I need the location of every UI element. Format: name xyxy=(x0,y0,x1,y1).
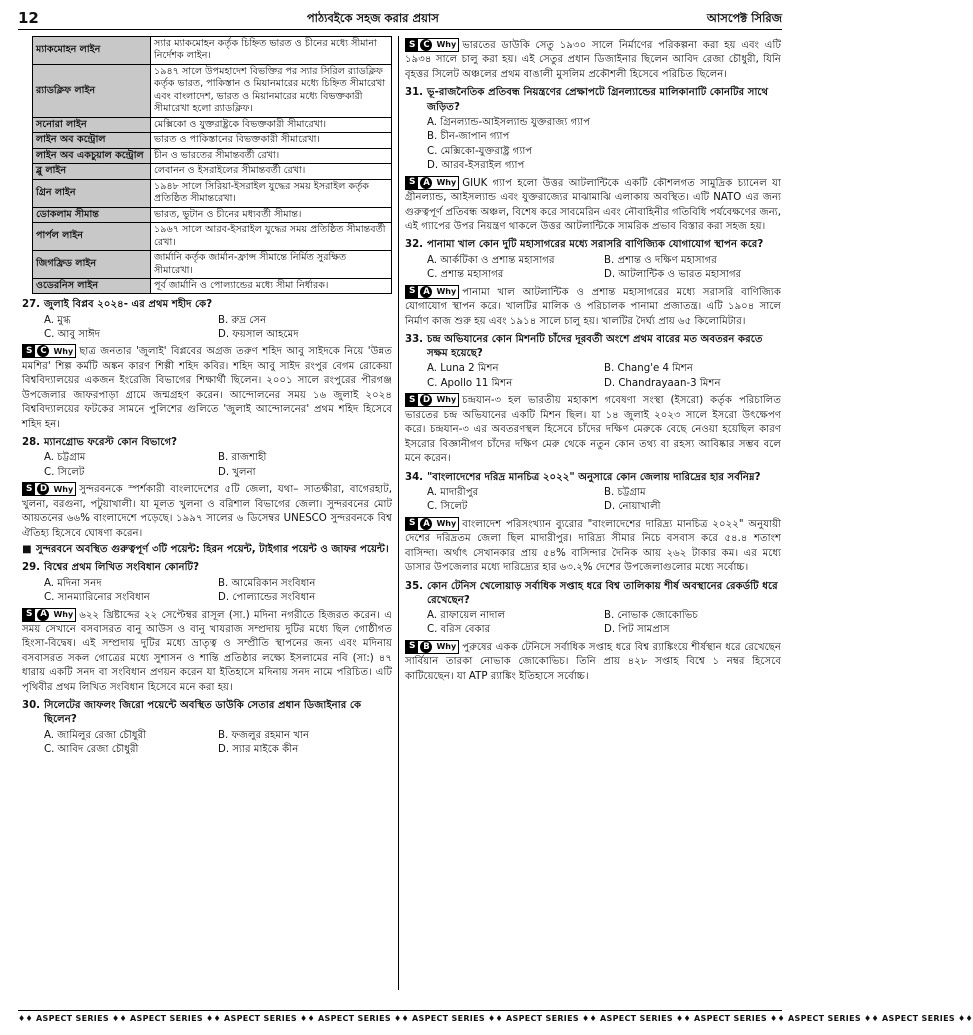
question-text: সিলেটের জাফলং জিরো পয়েন্টে অবস্থিত ডাউকি সেতার প্রধান ডিজাইনার কে ছিলেন? xyxy=(44,700,362,726)
option: D. খুলনা xyxy=(218,466,256,478)
question-line xyxy=(22,298,392,312)
table-row xyxy=(33,223,392,251)
why-label: Why xyxy=(53,346,74,356)
solution-mark: S xyxy=(406,177,418,189)
why-label: Why xyxy=(436,40,457,50)
option: C. আবু সাঈদ xyxy=(44,329,101,340)
answer-letter: B xyxy=(420,641,432,653)
question-line xyxy=(405,238,781,252)
answer-letter: A xyxy=(420,518,432,530)
answer-explanation xyxy=(405,176,781,235)
solution-mark: S xyxy=(23,483,35,495)
table-row xyxy=(33,164,392,179)
boundary-term: লাইন অব কন্ট্রোল xyxy=(33,133,151,148)
question-number: 33. xyxy=(405,333,424,345)
option: B. Chang'e 4 মিশন xyxy=(604,363,693,375)
question-text: ভূ-রাজনৈতিক প্রতিবন্ধ নিয়ন্ত্রণের প্রেক্ষাপটে গ্রিনল্যান্ডের মালিকানাটি কোনটির সাথে জড়িত? xyxy=(427,87,769,113)
boundary-term: জিগফ্রিড লাইন xyxy=(33,251,151,279)
key-points xyxy=(22,543,392,557)
boundary-desc: ভারত, ভুটান ও চীনের মধ্যবর্তী সীমান্ত। xyxy=(151,207,392,222)
solution-mark: S xyxy=(406,641,418,653)
option: B. প্রশান্ত ও দক্ষিণ মহাসাগর xyxy=(604,254,717,266)
boundary-term: পার্পল লাইন xyxy=(33,223,151,251)
option: B. নোভাক জোকোভিচ xyxy=(604,609,698,621)
question-text: জুলাই বিপ্লব ২০২৪- এর প্রথম শহীদ কে? xyxy=(44,299,213,311)
option: D. স্যার মাইকে কীন xyxy=(218,744,299,756)
boundary-term: সনোরা লাইন xyxy=(33,117,151,132)
boundary-term: র‌্যাডক্লিফ লাইন xyxy=(33,64,151,117)
option: A. গ্রিনল্যান্ড-আইসল্যান্ড যুক্তরাজ্য গ্যাপ xyxy=(427,116,591,128)
answer-letter: D xyxy=(420,394,432,406)
boundary-desc: স্যার ম্যাকমোহন কর্তৃক চিহ্নিত ভারত ও চীনের মধ্যে সীমানা নির্দেশক লাইন। xyxy=(151,37,392,65)
explanation-text: পুরুষের একক টেনিসে সর্বাধিক সপ্তাহ ধরে বিশ্ব র‌্যাঙ্কিংয়ে শীর্ষস্থান ধরে রেখেছেন সার্বিয়ান তারকা নোভাক জোকোভিচ। তিনি প্রায় ৪২৮ সপ্তাহ বিশ্বে ১ নম্বর হিসেবে কাটিয়েছেন। যা ATP র‌্যাঙ্কিং ইতিহাসে সর্বোচ্চ। xyxy=(405,641,781,682)
explanation-text: ছাত্র জনতার 'জুলাই' বিপ্লবের অগ্রজ তরুণ শহিদ আবু সাইদকে নিয়ে 'উন্নত মমশির' শিল্প কর্মটি অঙ্কন কারণ শিল্পী শহিদ কবির। শহিদ আবু সাইদ রংপুর বেগম রোকেয়া বিশ্ববিদ্যালয়ের একজন ইংরেজি বিভাগের শিক্ষার্থী ছিলেন। ২০০১ সালে রংপুরের পীরগঞ্জ উপজেলার জাফরপাড়া গ্রামে জন্মগ্রহণ করেন। আন্দোলনের সময় ১৬ জুলাই ২০২৪ বিশ্ববিদ্যালয়ের ফটকের সামনে পুলিশের গুলিতে 'জুলাই আন্দোলনের' প্রথম শহিদ হিসেবে শহিদ হন। xyxy=(22,346,392,430)
boundary-desc: মেক্সিকো ও যুক্তরাষ্ট্রকে বিভক্তকারী সীমারেখা। xyxy=(151,117,392,132)
option: C. সিলেট xyxy=(44,466,85,478)
option: B. রাজশাহী xyxy=(218,452,267,464)
answer-letter: C xyxy=(420,39,432,51)
options xyxy=(405,486,781,515)
question-number: 32. xyxy=(405,239,424,251)
question-block xyxy=(405,238,781,329)
question-line xyxy=(405,580,781,608)
why-label: Why xyxy=(53,484,74,494)
option: D. ফয়সাল আহমেদ xyxy=(218,329,299,340)
why-label: Why xyxy=(436,286,457,296)
question-text: কোন টেনিস খেলোয়াড় সর্বাধিক সপ্তাহ ধরে বিশ্ব তালিকায় শীর্ষ অবস্থানের রেকর্ডটি ধরে রেখেছেন? xyxy=(427,580,778,606)
question-number: 35. xyxy=(405,580,424,592)
option: D. আটলান্টিক ও ভারত মহাসাগর xyxy=(604,269,742,281)
left-questions xyxy=(22,298,392,757)
option: A. চট্টগ্রাম xyxy=(44,452,86,464)
option: A. আর্কটিকা ও প্রশান্ত মহাসাগর xyxy=(427,254,555,266)
table-row xyxy=(33,179,392,207)
option: B. আমেরিকান সংবিধান xyxy=(218,577,316,589)
option: A. মাদারীপুর xyxy=(427,486,479,498)
question-block xyxy=(22,561,392,695)
boundary-desc: চীন ও ভারতের সীমান্তবর্তী রেখা। xyxy=(151,148,392,163)
options xyxy=(22,577,392,606)
why-badge xyxy=(405,640,459,654)
options xyxy=(405,116,781,174)
header-tagline: পাঠ্যবইকে সহজ করার প্রয়াস xyxy=(306,10,439,25)
explanation-text: ভারতের ডাউকি সেতু ১৯৩০ সালে নির্মাণের পরিকল্পনা করা হয় এবং এটি ১৯৩৪ সালে চালু করা হয়। এই সেতুর প্রধান ডিজাইনার ছিলেন আবিদ রেজা চৌধুরী, যিনি বৃহত্তর সিলেট অঞ্চলের প্রথম বাঙালী মুসলিম প্রকৌশলী হিসেবে পরিচিত ছিলেন। xyxy=(405,40,781,80)
why-badge xyxy=(405,285,459,299)
page-header xyxy=(18,8,782,30)
answer-letter: A xyxy=(420,286,432,298)
question-block xyxy=(405,580,781,685)
answer-explanation xyxy=(405,517,781,576)
option: D. পিট সামপ্রাস xyxy=(604,624,670,636)
answer-explanation xyxy=(22,482,392,541)
question-number: 30. xyxy=(22,700,41,712)
solution-mark: S xyxy=(406,394,418,406)
option: D. নোয়াখালী xyxy=(604,501,661,513)
why-badge xyxy=(22,344,76,358)
answer-explanation xyxy=(405,640,781,684)
question-text: ম্যানগ্রোভ ফরেস্ট কোন বিভাগে? xyxy=(44,437,178,449)
boundary-term: গ্রিন লাইন xyxy=(33,179,151,207)
option: B. চট্টগ্রাম xyxy=(604,486,646,498)
option: C. বরিস বেকার xyxy=(427,624,491,636)
option: A. জামিলুর রেজা চৌধুরী xyxy=(44,729,147,741)
option: A. রাফায়েল নাদাল xyxy=(427,609,506,621)
why-badge xyxy=(22,608,76,622)
question-block xyxy=(405,471,781,576)
boundary-desc: লেবানন ও ইসরাইলের সীমান্তবর্তী রেখা। xyxy=(151,164,392,179)
question-text: চন্দ্র অভিযানের কোন মিশনটি চাঁদের দূরবর্তী অংশে প্রথম বারের মত অবতরন করতে সক্ষম হয়েছে? xyxy=(427,333,763,360)
boundary-term: লাইন অব একচুয়াল কন্ট্রোল xyxy=(33,148,151,163)
boundary-lines-table xyxy=(32,36,392,294)
solution-mark: S xyxy=(406,39,418,51)
option: B. রুদ্র সেন xyxy=(218,314,267,326)
answer-explanation xyxy=(22,344,392,432)
why-label: Why xyxy=(436,518,457,528)
question-block xyxy=(22,699,392,757)
option: B. ফজলুর রহমান খান xyxy=(218,729,310,741)
boundary-desc: পূর্ব জার্মানি ও পোল্যান্ডের মধ্যে সীমা নির্ধারক। xyxy=(151,278,392,293)
option: D. পোল্যান্ডের সংবিধান xyxy=(218,592,316,604)
options xyxy=(22,451,392,480)
why-badge xyxy=(405,176,459,190)
why-badge xyxy=(405,38,459,52)
question-line xyxy=(22,436,392,450)
question-number: 28. xyxy=(22,437,41,449)
question-number: 31. xyxy=(405,87,424,99)
option: C. Apollo 11 মিশন xyxy=(427,377,513,389)
table-row xyxy=(33,37,392,65)
table-row xyxy=(33,148,392,163)
solution-mark: S xyxy=(406,286,418,298)
question-text: পানামা খাল কোন দুটি মহাসাগরের মধ্যে সরাসরি বাণিজ্যিক যোগাযোগ স্থাপন করে? xyxy=(427,239,764,251)
boundary-desc: ভারত ও পাকিস্তানের বিভক্তকারী সীমারেখা। xyxy=(151,133,392,148)
why-label: Why xyxy=(436,395,457,405)
series-title: আসপেক্ট সিরিজ xyxy=(706,10,782,25)
option: A. Luna 2 মিশন xyxy=(427,363,499,375)
table-row xyxy=(33,117,392,132)
boundary-desc: ১৯৪৮ সালে সিরিয়া-ইসরাইল যুদ্ধের সময় ইসরাইল কর্তৃক প্রতিষ্ঠিত সীমান্তরেখা। xyxy=(151,179,392,207)
question-block xyxy=(22,436,392,557)
column-divider xyxy=(398,36,399,990)
question-block xyxy=(22,298,392,432)
option: D. আরব-ইসরাইল গ্যাপ xyxy=(427,160,525,172)
table-row xyxy=(33,133,392,148)
question-line xyxy=(22,699,392,727)
options xyxy=(405,362,781,391)
question-line xyxy=(22,561,392,575)
boundary-desc: জার্মানি কর্তৃক জার্মান-ফ্রান্স সীমান্তে নির্মিত সুরক্ষিত সীমারেখা। xyxy=(151,251,392,279)
table-row xyxy=(33,251,392,279)
left-column xyxy=(22,36,392,758)
question-line xyxy=(405,333,781,361)
option: A. মদিনা সনদ xyxy=(44,577,102,589)
boundary-term: ম্যাকমোহন লাইন xyxy=(33,37,151,65)
question-text: বিশ্বের প্রথম লিখিত সংবিধান কোনটি? xyxy=(44,562,200,574)
option: A. মুগ্ধ xyxy=(44,314,71,326)
explanation-text: চন্দ্রযান-৩ হল ভারতীয় মহাকাশ গবেষণা সংস্থা (ইসরো) কর্তৃক পরিচালিত ভারতের চন্দ্র অভিযানের একটি মিশন ছিল। যা ১৪ জুলাই ২০২৩ সালে ইসরো উৎক্ষেপণ করে। চন্দ্রযান-৩ এর অবতরণস্থল হিসেবে চাঁদের দক্ষিণ মেরুকে বেছে নেওয়া হয়েছিল কারণ ইসরোর বিজ্ঞানীগণ চাঁদের দক্ষিণ মেরু থেকে নতুন কোন তথ্য বা রহস্য আবিষ্কার সম্ভব বলে মনে করেন। xyxy=(405,395,781,465)
option: D. Chandrayaan-3 মিশন xyxy=(604,377,721,389)
page-footer: ♦♦ ASPECT SERIES ♦♦ ASPECT SERIES ♦♦ ASPECT SERIES ♦♦ ASPECT SERIES ♦♦ ASPECT SERIES ♦♦ ASPECT SERIES ♦♦ ASPECT SERIES ♦♦ ASPECT SERIES ♦♦ ASPECT SERIES ♦♦ ASPECT SERIES ♦♦ xyxy=(18,1010,782,1024)
answer-explanation xyxy=(405,393,781,466)
page-number: 12 xyxy=(18,9,39,28)
question-number: 34. xyxy=(405,471,424,483)
answer-explanation xyxy=(22,608,392,696)
why-badge xyxy=(405,517,459,531)
table-row xyxy=(33,278,392,293)
options xyxy=(405,254,781,283)
right-column xyxy=(405,36,781,684)
why-label: Why xyxy=(436,641,457,651)
table-row xyxy=(33,64,392,117)
explanation-text: GIUK গ্যাপ হলো উত্তর আটলান্টিকে একটি কৌশলগত সামুদ্রিক চ্যানেল যা গ্রীনল্যান্ড, আইসল্যান্ড এবং যুক্তরাজ্যের মাঝামাঝি এলাকায় অবস্থিত। এটি NATO এর জন্য গুরুত্বপূর্ণ প্রতিবন্ধ অঞ্চল, বিশেষ করে সাবমেরিন এবং নৌবাহিনীর গতিবিধি পর্যবেক্ষণের জন্য, এই গ্যাপের উপর নিয়ন্ত্রণ থাকলে উত্তর আটলান্টিকে সামরিক প্রভাব বিস্তার করা সহজ হয়। xyxy=(405,177,781,232)
explanation-text: সুন্দরবনকে স্পর্শকারী বাংলাদেশের ৫টি জেলা, যথা– সাতক্ষীরা, বাগেরহাট, খুলনা, বরগুনা, পটুয়াখালী। যা মূলত খুলনা ও বরিশাল বিভাগের জেলা। সুন্দরবনের মোট আয়তনের ৬৬% বাংলাদেশে পড়েছে। ১৯৯৭ সালের ৬ ডিসেম্বর UNESCO সুন্দরবনকে বিশ্ব ঐতিহ্য হিসেবে ঘোষণা করেন। xyxy=(22,484,392,539)
answer-letter: D xyxy=(37,483,49,495)
options xyxy=(405,609,781,638)
answer-letter: A xyxy=(420,177,432,189)
why-label: Why xyxy=(53,609,74,619)
question-number: 29. xyxy=(22,562,41,574)
options xyxy=(22,314,392,343)
explanation-text: পানামা খাল আটলান্টিক ও প্রশান্ত মহাসাগরের মধ্যে সরাসরি বাণিজ্যিক যোগাযোগ স্থাপন করে। খালটির মালিক ও পরিচালক পানামা প্রজাতন্ত্র। এটি ১৯০৪ সালে নির্মাণ কাজ শুরু হয় এবং ১৯১৪ সালে চালু হয়। খালটির দৈর্ঘ্য প্রায় ৬৫ কিলোমিটার। xyxy=(405,286,781,327)
why-label: Why xyxy=(436,177,457,187)
boundary-term: ডোকলাম সীমান্ত xyxy=(33,207,151,222)
key-points-text: সুন্দরবনে অবস্থিত গুরুত্বপূর্ণ ৩টি পয়েন্ট: হিরন পয়েন্ট, টাইগার পয়েন্ট ও জাফর পয়েন্ট। xyxy=(36,544,389,556)
explanation-text: ৬২২ খ্রিষ্টাব্দের ২২ সেপ্টেম্বর রাসূল (সা.) মদিনা নগরীতে হিজরত করেন। এ সময় সেখানে বসবাসরত বানু আউস ও বানু খাযরাজ সম্প্রদায় দুটির মধ্যে ছিল গোষ্ঠীগত হিংসা-বিদ্বেষ। এই সম্প্রদায় দুটির মধ্যে ভ্রাতৃত্ব ও সম্প্রীতি স্থাপনের জন্য এবং মদিনায় বসবাসরত সকল গোত্রের মধ্যে সুশাসন ও শান্তি প্রতিষ্ঠার লক্ষ্যে ইসলামের নবি (সা:) ৪৭ ধারায় একটি সনদ বা সংবিধান প্রণয়ন করেন যা ইতিহাসে মদিনায় সনদ নামে পরিচিত। এটি পৃথিবীর প্রথম লিখিত সংবিধান হিসেবে মনে করা হয়। xyxy=(22,609,392,693)
boundary-desc: ১৯৬৭ সালে আরব-ইসরাইল যুদ্ধের সময় প্রতিষ্ঠিত সীমান্তবর্তী রেখা। xyxy=(151,223,392,251)
question-block xyxy=(405,333,781,467)
boundary-term: ওডেরনিস লাইন xyxy=(33,278,151,293)
options xyxy=(22,729,392,758)
why-badge xyxy=(22,482,76,496)
answer-letter: A xyxy=(37,609,49,621)
question-block xyxy=(405,86,781,234)
boundary-term: ব্লু লাইন xyxy=(33,164,151,179)
table-row xyxy=(33,207,392,222)
option: C. আবিদ রেজা চৌধুরী xyxy=(44,744,139,756)
solution-mark: S xyxy=(406,518,418,530)
question-line xyxy=(405,471,781,485)
question-line xyxy=(405,86,781,114)
answer-letter: C xyxy=(37,345,49,357)
answer-explanation xyxy=(405,38,781,82)
option: C. প্রশান্ত মহাসাগর xyxy=(427,269,504,281)
solution-mark: S xyxy=(23,609,35,621)
solution-mark: S xyxy=(23,345,35,357)
option: C. মেক্সিকো-যুক্তরাষ্ট্র গ্যাপ xyxy=(427,145,533,157)
option: B. চীন-জাপান গ্যাপ xyxy=(427,131,510,143)
question-text: "বাংলাদেশের দরিদ্র মানচিত্র ২০২২" অনুসারে কোন জেলায় দারিদ্রের হার সর্বনিম্ন? xyxy=(427,471,761,483)
why-badge xyxy=(405,393,459,407)
option: C. সিলেট xyxy=(427,501,468,513)
answer-explanation xyxy=(405,285,781,329)
question-number: 27. xyxy=(22,299,41,311)
option: C. সানম্যারিনোর সংবিধান xyxy=(44,592,150,604)
explanation-text: বাংলাদেশ পরিসংখ্যান ব্যুরোর "বাংলাদেশের দারিদ্র্য মানচিত্র ২০২২" অনুযায়ী দেশের দরিদ্রতম জেলা ছিল মাদারীপুর। দারিদ্র্য সীমার নিচে বসবাস করে ৫৪.৪ শতাংশ বাসিন্দা। অর্থাৎ সেখানকার প্রায় ৫৪% বাসিন্দার দৈনিক আয় ২৬২ টাকার কম। এর মধ্যে ডাসার উপজেলার মধ্যে দারিদ্র্যের হার ৬৩.২% দেশের উপজেলাগুলোর মধ্যে সর্বোচ্চ। xyxy=(405,518,781,574)
right-questions xyxy=(405,86,781,684)
bullet-square-icon: ■ xyxy=(22,544,32,556)
boundary-desc: ১৯৪৭ সালে উপমহাদেশ বিভক্তির পর স্যার সিরিল র‌্যাডক্লিফ কর্তৃক ভারত, পাকিস্তান ও মিয়ানমারের মধ্যে চিহ্নিত সীমারেখা এবং বাংলাদেশ, ভারত ও মিয়ানমারের মধ্যে বিভক্তকারী সীমারেখা হলো র‌্যাডক্লিফ। xyxy=(151,64,392,117)
